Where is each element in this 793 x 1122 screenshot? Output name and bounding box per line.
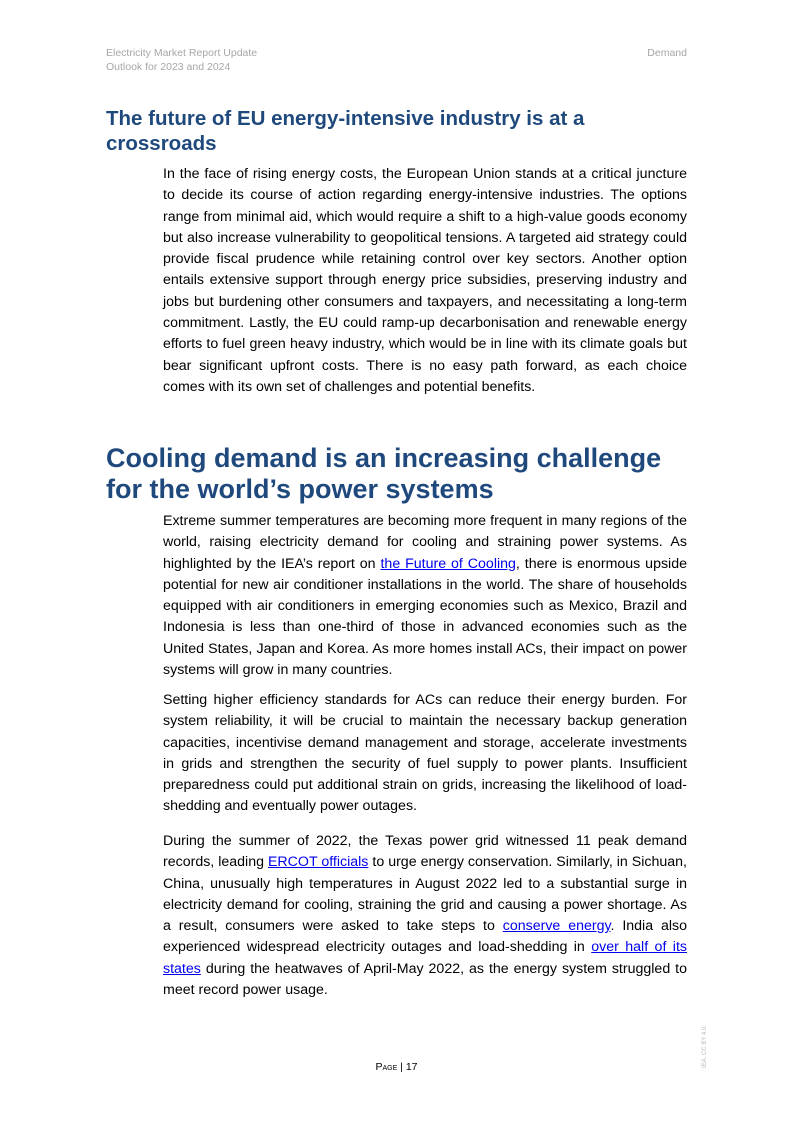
- paragraph-text-segment: Extreme summer temperatures are becoming more frequent in many regions of the world, raising electricity demand for cooling and straining power systems. As highlighted by the IEA’s report on: [163, 513, 687, 572]
- paragraph-text-segment: to urge energy conservation. Similarly, in Sichuan, China, unusually high temperatures in August 2022 led to a substantial surge in electricity demand for cooling, straining the grid and causing a power shortage. As a result, consumers were asked to take steps to: [163, 854, 687, 935]
- future-of-cooling-link[interactable]: the Future of Cooling: [380, 555, 516, 572]
- page-separator: |: [397, 1061, 406, 1073]
- conserve-energy-link[interactable]: conserve energy: [502, 918, 611, 935]
- paragraph-text-segment: , there is enormous upside potential for new air conditioner installations in the world. The share of households equipped with air conditioners in emerging economies such as Mexico, Brazil and Indonesia is less than one-third of those in advanced economies such as the United States, Japan and Korea. As more homes install ACs, their impact on power systems will grow in many countries.: [163, 555, 687, 679]
- cooling-paragraph-1: [163, 511, 687, 681]
- report-title: Electricity Market Report Update: [106, 47, 258, 59]
- page-footer: [0, 1061, 793, 1073]
- report-subtitle: Outlook for 2023 and 2024: [106, 60, 231, 73]
- paragraph-text-segment: during the heatwaves of April-May 2022, as the energy system struggled to meet record power usage.: [163, 960, 687, 999]
- page-number: 17: [405, 1061, 418, 1073]
- section-heading-cooling-demand: Cooling demand is an increasing challenge for the world’s power systems: [106, 443, 662, 504]
- license-mark: IEA. CC BY 4.0.: [702, 1025, 708, 1068]
- eu-industry-paragraph: [163, 164, 687, 398]
- paragraph-text-segment: During the summer of 2022, the Texas power grid witnessed 11 peak demand records, leading: [163, 833, 687, 871]
- cooling-paragraph-3: [163, 831, 687, 1001]
- over-half-of-states-link[interactable]: over half of its states: [163, 939, 687, 977]
- section-heading-eu-industry: The future of EU energy-intensive industry is at a crossroads: [106, 107, 585, 155]
- paragraph-text: [163, 511, 687, 681]
- paragraph-text: In the face of rising energy costs, the European Union stands at a critical juncture to decide its course of action regarding energy-intensive industries. The options range from minimal aid, which would require a shift to a high-value goods economy but also increase vulnerability to geopolitical tensions. A targeted aid strategy could provide fiscal prudence while retaining control over key sectors. Another option entails extensive support through energy price subsidies, preserving industry and jobs but burdening other consumers and taxpayers, and necessitating a long-term commitment. Lastly, the EU could ramp-up decarbonisation and renewable energy efforts to fuel green heavy industry, which would be in line with its climate goals but bear significant upfront costs. There is no easy path forward, as each choice comes with its own set of challenges and potential benefits.: [163, 166, 687, 395]
- cooling-paragraph-2: [163, 690, 687, 818]
- paragraph-text-segment: . India also experienced widespread electricity outages and load-shedding in: [163, 918, 687, 956]
- running-header-right: Demand: [647, 47, 687, 59]
- ercot-officials-link[interactable]: ERCOT officials: [267, 854, 369, 871]
- running-header-left: [106, 47, 257, 74]
- page-label: Page: [375, 1061, 398, 1073]
- paragraph-text: [163, 831, 687, 1001]
- paragraph-text: Setting higher efficiency standards for ACs can reduce their energy burden. For system reliability, it will be crucial to maintain the necessary backup generation capacities, incentivise demand management and storage, accelerate investments in grids and strengthen the security of fuel supply to power plants. Insufficient preparedness could put additional strain on grids, increasing the likelihood of load-shedding and eventually power outages.: [163, 692, 687, 815]
